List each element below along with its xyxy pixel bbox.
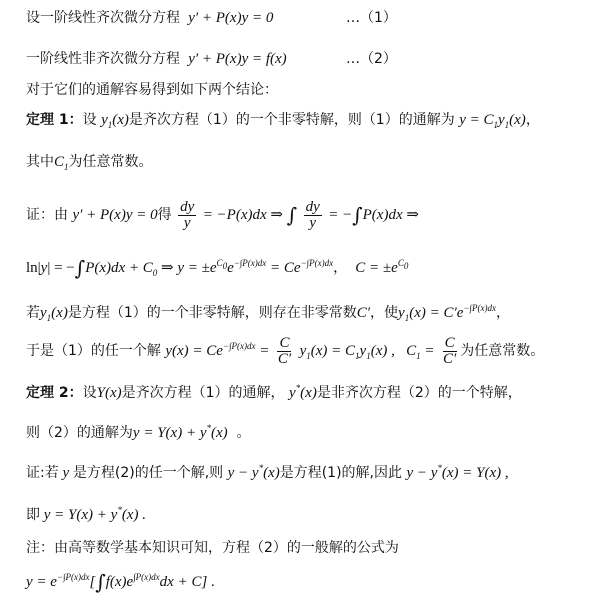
integral-sign-4: ∫	[95, 570, 106, 594]
ln-line	[26, 256, 408, 280]
eq2-label: 一阶线性非齐次微分方程	[26, 51, 180, 67]
ln-expression: ln|y| = −	[26, 260, 75, 276]
y1x-symbol-2: $y_1(x)$	[40, 305, 68, 323]
c-over-cprime-fraction: $\frac{C}{C'}$	[277, 334, 292, 367]
general-solution-1: $y = C_1y_1(x)$	[459, 112, 526, 130]
ln-expression-b: $P(x)dx + C_0$ ⇒ $y = \pm e^{C_0}e^{-\int P(x)dx} = Ce^{-\int P(x)dx}$	[85, 258, 334, 278]
final-formula	[26, 568, 215, 596]
proof-1-text-b: 得	[157, 207, 172, 223]
intro-text: 对于它们的通解容易得到如下两个结论：	[26, 82, 278, 98]
ln-comma: ，	[333, 260, 348, 276]
c-over-cprime-fraction-2: $\frac{C}{C'}$	[442, 334, 457, 367]
theorem-1-note	[26, 152, 153, 172]
y1x-symbol: $y_1(x)$	[101, 112, 129, 130]
yushi-text-b: 为任意常数。	[460, 343, 545, 359]
yushi-expression-b: $y_1(x) = C_1y_1(x)$ , $C_1$ =	[299, 343, 435, 361]
proof-1-rhs-3: P(x)dx ⇒	[362, 207, 419, 223]
integral-sign-3: ∫	[74, 256, 86, 280]
ji-expression: y = Y(x) + y*(x) .	[40, 505, 146, 523]
equation-1-line	[26, 8, 273, 28]
yushi-text-a: 于是（1）的任一个解	[26, 343, 161, 359]
general-solution-2: y = Y(x) + y*(x)	[132, 423, 228, 441]
proof-1-rhs: = −P(x)dx ⇒	[202, 207, 287, 223]
yushi-line	[26, 334, 544, 368]
eq2-tag: …（2）	[346, 51, 397, 67]
proof-2-text-b: 是方程(2)的任一个解,则	[72, 465, 224, 481]
proof-1-text-a: 证：由	[26, 207, 68, 223]
proof-1-rhs-2: = −	[328, 207, 353, 223]
ystar-symbol: y*(x)	[289, 383, 317, 401]
theorem-1-note-b: 为任意常数。	[68, 154, 153, 170]
final-expression-b: $f(x)e^{\int P(x)dx}dx + C$]	[105, 572, 208, 590]
eq1-label: 设一阶线性齐次微分方程	[26, 10, 180, 26]
theorem-1-text-a: 设	[82, 112, 97, 128]
note-text: 注：由高等数学基本知识可知，方程（2）的一般解的公式为	[26, 540, 399, 556]
y-minus-ystar: y − y*(x)	[227, 463, 280, 481]
y-minus-ystar-eq: y − y*(x) = Y(x) ,	[406, 463, 509, 481]
integral-sign-2: ∫	[352, 203, 363, 227]
c-definition: $C = \pm e^{C_0}$	[351, 258, 409, 276]
theorem-2-result	[26, 423, 251, 443]
proof-2-text-a: 证:若	[26, 465, 59, 481]
c-prime: C′	[356, 305, 371, 321]
eq2-formula: y′ + P(x)y = f(x)	[184, 51, 287, 67]
y-symbol: y	[58, 465, 73, 481]
integral-sign: ∫	[286, 203, 298, 227]
yx-symbol: Y(x)	[96, 385, 122, 401]
theorem-1-text-b: 是齐次方程（1）的一个非零特解，则（1）的通解为	[128, 112, 455, 128]
theorem-1-line	[26, 110, 540, 130]
theorem-2-line	[26, 383, 522, 403]
final-period: .	[207, 574, 215, 590]
dy-over-y-fraction: $\frac{dy}{y}$	[180, 198, 195, 231]
dy-over-y-fraction-2: $\frac{dy}{y}$	[305, 198, 320, 231]
theorem-2-text-b: 是齐次方程（1）的通解，	[121, 385, 285, 401]
theorem-1-title: 定理 1：	[26, 112, 83, 128]
ji-line	[26, 505, 146, 525]
yushi-expression: $y(x) = Ce^{-\int P(x)dx}$ =	[165, 341, 270, 359]
theorem-1-text-c: ，	[525, 112, 540, 128]
eq1-formula: y′ + P(x)y = 0	[184, 10, 274, 26]
proof-1-eq: y′ + P(x)y = 0	[72, 207, 158, 223]
c1-symbol: $C_1$	[54, 154, 69, 172]
equation-2-line	[26, 49, 287, 69]
theorem-2-result-a: 则（2）的通解为	[26, 425, 133, 441]
theorem-2-title: 定理 2：	[26, 385, 83, 401]
proof-1-line	[26, 198, 419, 232]
eq1-tag: …（1）	[346, 10, 397, 26]
y1x-expression: $y_1(x) = C'e^{-\int P(x)dx}$	[398, 303, 496, 323]
theorem-1-note-a: 其中	[26, 154, 54, 170]
theorem-2-text-a: 设	[82, 385, 97, 401]
ruo-text-d: ，	[495, 305, 510, 321]
final-expression-a: $y = e^{-\int P(x)dx}$[	[26, 572, 96, 590]
ruo-line	[26, 302, 510, 324]
ruo-text-a: 若	[26, 305, 40, 321]
ji-text: 即	[26, 507, 40, 523]
proof-2-text-c: 是方程(1)的解,因此	[279, 465, 402, 481]
theorem-2-text-c: 是非齐次方程（2）的一个特解，	[316, 385, 522, 401]
theorem-2-result-b: 。	[236, 425, 251, 441]
ruo-text-b: 是方程（1）的一个非零特解，则存在非零常数	[67, 305, 357, 321]
ruo-text-c: ，使	[370, 305, 399, 321]
proof-2-line	[26, 463, 509, 483]
